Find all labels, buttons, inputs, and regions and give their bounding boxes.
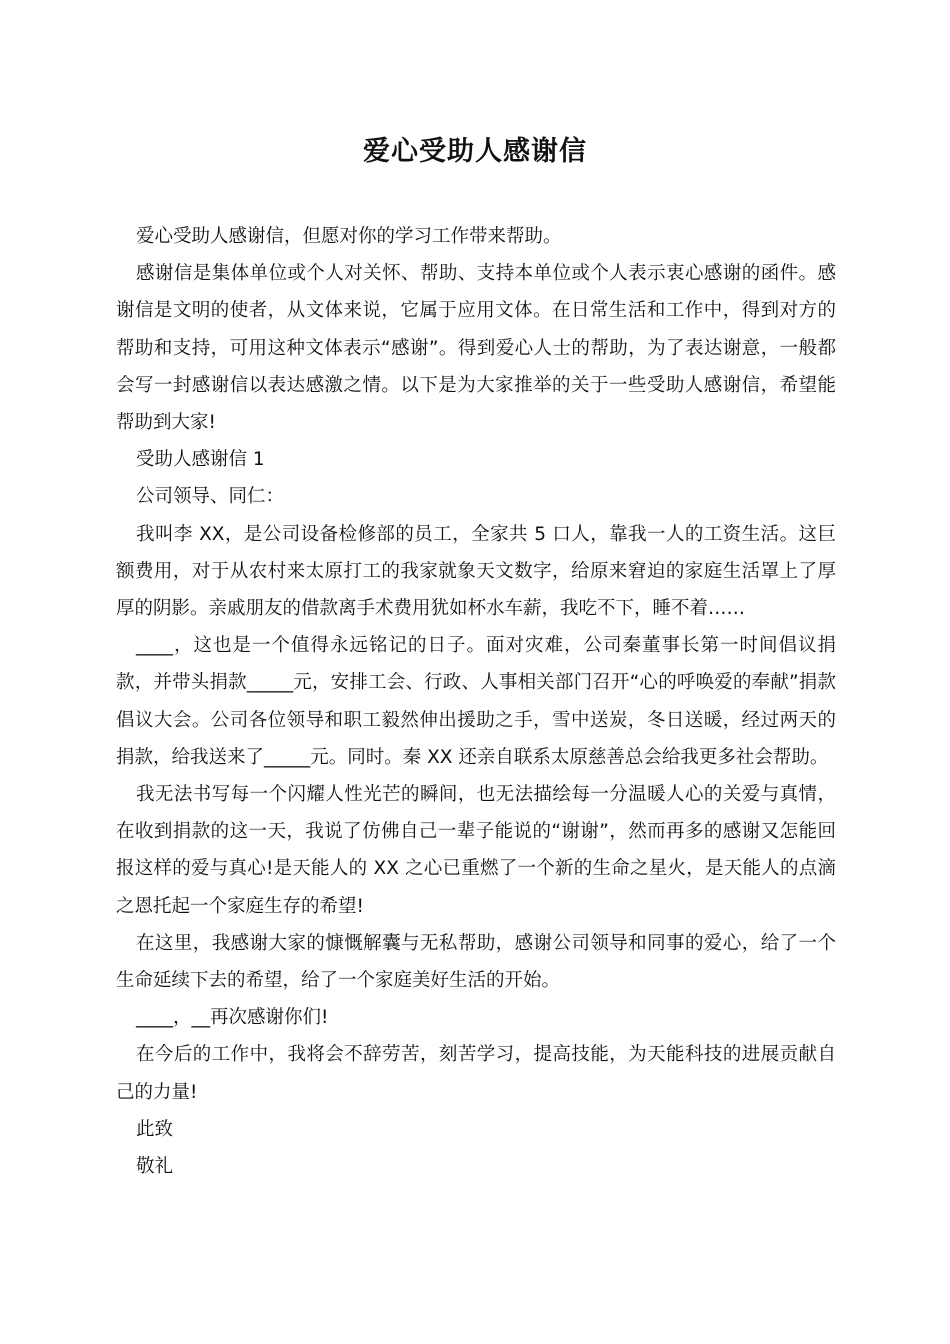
closing-regards: 敬礼: [136, 1156, 174, 1178]
paragraph: 感谢信是集体单位或个人对关怀、帮助、支持本单位或个人表示衷心感谢的函件。感谢信是文明的使者，从文体来说，它属于应用文体。在日常生活和工作中，得到对方的帮助和支持，可用这种文体表示“感谢”。得到爱心人士的帮助，为了表达谢意，一般都会写一封感谢信以表达感激之情。以下是为大家推举的关于一些受助人感谢信，希望能帮助到大家!: [116, 263, 836, 434]
paragraph: ____，这也是一个值得永远铭记的日子。面对灾难，公司秦董事长第一时间倡议捐款，并带头捐款_____元，安排工会、行政、人事相关部门召开“心的呼唤爱的奉献”捐款倡议大会。公司各位领导和职工毅然伸出援助之手，雪中送炭，冬日送暖，经过两天的捐款，给我送来了_____元。同时。秦 XX 还亲自联系太原慈善总会给我更多社会帮助。: [116, 635, 836, 768]
paragraph: 爱心受助人感谢信，但愿对你的学习工作带来帮助。: [136, 226, 562, 247]
paragraph: 我叫李 XX，是公司设备检修部的员工，全家共 5 口人，靠我一人的工资生活。这巨额费用，对于从农村来太原打工的我家就象天文数字，给原来窘迫的家庭生活罩上了厚厚的阴影。亲戚朋友的借款离手术费用犹如杯水车薪，我吃不下，睡不着……: [116, 523, 836, 620]
paragraph: 我无法书写每一个闪耀人性光芒的瞬间，也无法描绘每一分温暖人心的关爱与真情，在收到捐款的这一天，我说了仿佛自己一辈子能说的“谢谢”，然而再多的感谢又怎能回报这样的爱与真心!是天能人的 XX 之心已重燃了一个新的生命之星火，是天能人的点滴之恩托起一个家庭生存的希望!: [116, 784, 836, 917]
document-body: [116, 218, 836, 1185]
paragraph: ____，__再次感谢你们!: [136, 1007, 329, 1029]
document-title: 爱心受助人感谢信: [363, 136, 587, 167]
paragraph: 在今后的工作中，我将会不辞劳苦，刻苦学习，提高技能，为天能科技的进展贡献自己的力量!: [116, 1044, 836, 1103]
paragraph: 受助人感谢信 1: [136, 449, 265, 471]
paragraph: 公司领导、同仁：: [136, 486, 285, 508]
paragraph: 在这里，我感谢大家的慷慨解囊与无私帮助，感谢公司领导和同事的爱心，给了一个生命延续下去的希望，给了一个家庭美好生活的开始。: [116, 932, 836, 992]
closing-salutation: 此致: [136, 1118, 174, 1140]
